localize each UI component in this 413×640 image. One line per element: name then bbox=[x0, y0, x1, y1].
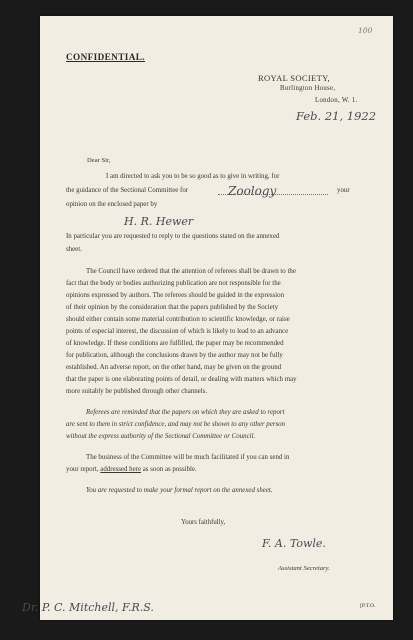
council-line: for publication, although the conclusions drawn by the author may not be fully bbox=[66, 352, 283, 359]
closing-yours-faithfully: Yours faithfully, bbox=[181, 519, 226, 526]
referees-line: are sent to them in strict confidence, and may not be shown to any other person bbox=[66, 421, 286, 428]
signature: F. A. Towle. bbox=[262, 537, 326, 550]
business-line-2 bbox=[66, 464, 197, 476]
handwritten-addressee: Dr. P. C. Mitchell, F.R.S. bbox=[22, 601, 154, 614]
handwritten-date: Feb. 21, 1922 bbox=[296, 109, 377, 123]
referees-line: without the express authority of the Sectional Committee or Council. bbox=[66, 433, 256, 440]
society-address-line2: London, W. 1. bbox=[315, 97, 358, 104]
particular-line-1: In particular you are requested to reply to the questions stated on the annexed bbox=[66, 233, 280, 240]
referees-line: Referees are reminded that the papers on which they are asked to report bbox=[86, 409, 285, 416]
council-line: opinions expressed by authors. The referees should be guided in the expression bbox=[66, 292, 285, 299]
please-turn-over: [P.T.O. bbox=[360, 603, 376, 609]
formal-report-note: You are requested to make your formal report on the annexed sheet. bbox=[86, 487, 273, 494]
business-line-1: The business of the Committee will be much facilitated if you can send in bbox=[86, 454, 290, 461]
society-name: ROYAL SOCIETY, bbox=[258, 73, 330, 83]
council-line: of their opinion by the consideration that the papers published by the Society bbox=[66, 304, 279, 311]
intro-line-1: I am directed to ask you to be so good as to give in writing, for bbox=[106, 173, 280, 180]
council-line: points of especial interest, the discussion of which is likely to lead to an advance bbox=[66, 328, 289, 335]
letter-page bbox=[22, 16, 393, 620]
council-line: established. An adverse report, on the other hand, may be given on the ground bbox=[66, 364, 282, 371]
page-number: 100 bbox=[358, 26, 373, 35]
confidential-heading: CONFIDENTIAL. bbox=[66, 52, 145, 62]
council-line: of knowledge. If these conditions are fulfilled, the paper may be recommended bbox=[66, 340, 284, 347]
council-line: fact that the body or bodies authorizing publication are not responsible for the bbox=[66, 280, 281, 287]
handwritten-subject: Zoology bbox=[228, 184, 277, 198]
business-addressed-here: addressed here bbox=[100, 466, 142, 473]
council-line: more suitably be published through other channels. bbox=[66, 388, 208, 395]
business-line-2-start: your report, bbox=[66, 466, 101, 473]
salutation: Dear Sir, bbox=[87, 157, 111, 164]
handwritten-author: H. R. Hewer bbox=[124, 215, 194, 228]
intro-line-2-end: your bbox=[337, 187, 350, 194]
signatory-title: Assistant Secretary. bbox=[278, 565, 330, 572]
council-line: should either contain some material contribution to scientific knowledge, or raise bbox=[66, 316, 290, 323]
council-line: The Council have ordered that the attention of referees shall be drawn to the bbox=[86, 268, 296, 275]
council-line: that the paper is one elaborating points of detail, or dealing with matters which may bbox=[66, 376, 297, 383]
intro-line-2-start: the guidance of the Sectional Committee for bbox=[66, 187, 189, 194]
business-line-2-end: as soon as possible. bbox=[141, 466, 197, 473]
particular-line-2: sheet. bbox=[66, 246, 82, 253]
society-address-line1: Burlington House, bbox=[280, 85, 336, 92]
intro-line-3: opinion on the enclosed paper by bbox=[66, 201, 158, 208]
